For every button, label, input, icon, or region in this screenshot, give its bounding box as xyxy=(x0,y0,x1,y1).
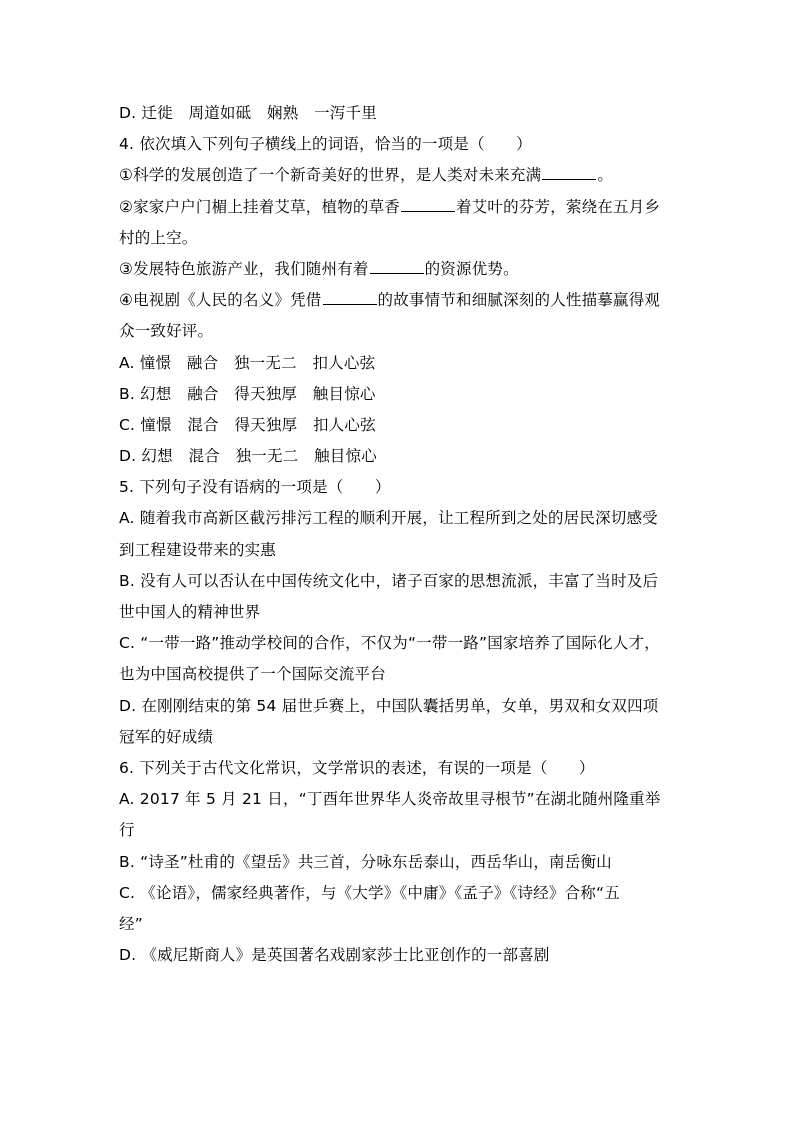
q5-stem: 5. 下列句子没有语病的一项是（ ） xyxy=(119,478,391,497)
q4-sentence-2 xyxy=(119,192,679,223)
q4-sentence-3-text-a: ③发展特色旅游产业，我们随州有着 xyxy=(119,259,369,278)
q5-option-a-cont: 到工程建设带来的实惠 xyxy=(119,540,277,559)
fill-blank xyxy=(370,259,424,274)
q4-sentence-2-text-a: ②家家户户门楣上挂着艾草，植物的草香 xyxy=(119,197,400,216)
q5-option-b: B. 没有人可以否认在中国传统文化中，诸子百家的思想流派，丰富了当时及后 xyxy=(119,571,659,590)
q6-option-a-cont: 行 xyxy=(119,821,135,840)
q4-sentence-1-text: ①科学的发展创造了一个新奇美好的世界，是人类对未来充满 xyxy=(119,166,542,185)
q4-sentence-2-text-b: 着艾叶的芬芳，萦绕在五月乡 xyxy=(456,197,661,216)
q4-sentence-4 xyxy=(119,285,679,316)
fill-blank xyxy=(401,197,455,212)
q6-option-d: D. 《威尼斯商人》是英国著名戏剧家莎士比亚创作的一部喜剧 xyxy=(119,946,550,965)
q5-option-d-cont: 冠军的好成绩 xyxy=(119,727,214,746)
q6-option-a: A. 2017 年 5 月 21 日，“丁酉年世界华人炎帝故里寻根节”在湖北随州隆重举 xyxy=(119,790,661,809)
q3-option-d: D. 迁徙 周道如砥 娴熟 一泻千里 xyxy=(119,104,377,122)
q4-sentence-3-text-b: 的资源优势。 xyxy=(424,259,519,278)
q6-option-b: B. “诗圣”杜甫的《望岳》共三首，分咏东岳泰山，西岳华山，南岳衡山 xyxy=(119,852,612,871)
page-content xyxy=(119,98,679,971)
q5-option-b-cont: 世中国人的精神世界 xyxy=(119,603,261,621)
q4-sentence-4-text-a: ④电视剧《人民的名义》凭借 xyxy=(119,291,322,310)
q5-option-d: D. 在刚刚结束的第 54 届世乒赛上，中国队囊括男单，女单，男双和女双四项 xyxy=(119,696,659,715)
q4-sentence-4-text-b: 的故事情节和细腻深刻的人性描摹赢得观 xyxy=(377,291,661,310)
fill-blank xyxy=(323,290,377,305)
q4-sentence-4-cont: 众一致好评。 xyxy=(119,322,214,341)
q6-option-c-cont: 经” xyxy=(119,914,143,933)
q4-option-b: B. 幻想 融合 得天独厚 触目惊心 xyxy=(119,384,376,403)
q5-option-c: C. “一带一路”推动学校间的合作，不仅为“一带一路”国家培养了国际化人才， xyxy=(119,634,660,653)
q6-stem: 6. 下列关于古代文化常识，文学常识的表述，有误的一项是（ ） xyxy=(119,758,595,777)
fill-blank xyxy=(542,165,596,180)
q4-option-d: D. 幻想 混合 独一无二 触目惊心 xyxy=(119,447,377,466)
q5-option-a: A. 随着我市高新区截污排污工程的顺利开展，让工程所到之处的居民深切感受 xyxy=(119,509,658,528)
q4-sentence-1-end: 。 xyxy=(597,166,614,185)
q4-option-a: A. 憧憬 融合 独一无二 扣人心弦 xyxy=(119,353,376,372)
q4-sentence-3 xyxy=(119,254,679,285)
q4-sentence-1 xyxy=(119,160,679,191)
q6-option-c: C. 《论语》，儒家经典著作，与《大学》《中庸》《孟子》《诗经》合称“五 xyxy=(119,883,620,902)
q4-sentence-2-cont: 村的上空。 xyxy=(119,228,198,247)
q5-option-c-cont: 也为中国高校提供了一个国际交流平台 xyxy=(119,665,386,684)
q4-option-c: C. 憧憬 混合 得天独厚 扣人心弦 xyxy=(119,415,376,434)
q4-stem: 4. 依次填入下列句子横线上的词语，恰当的一项是（ ） xyxy=(119,135,532,154)
